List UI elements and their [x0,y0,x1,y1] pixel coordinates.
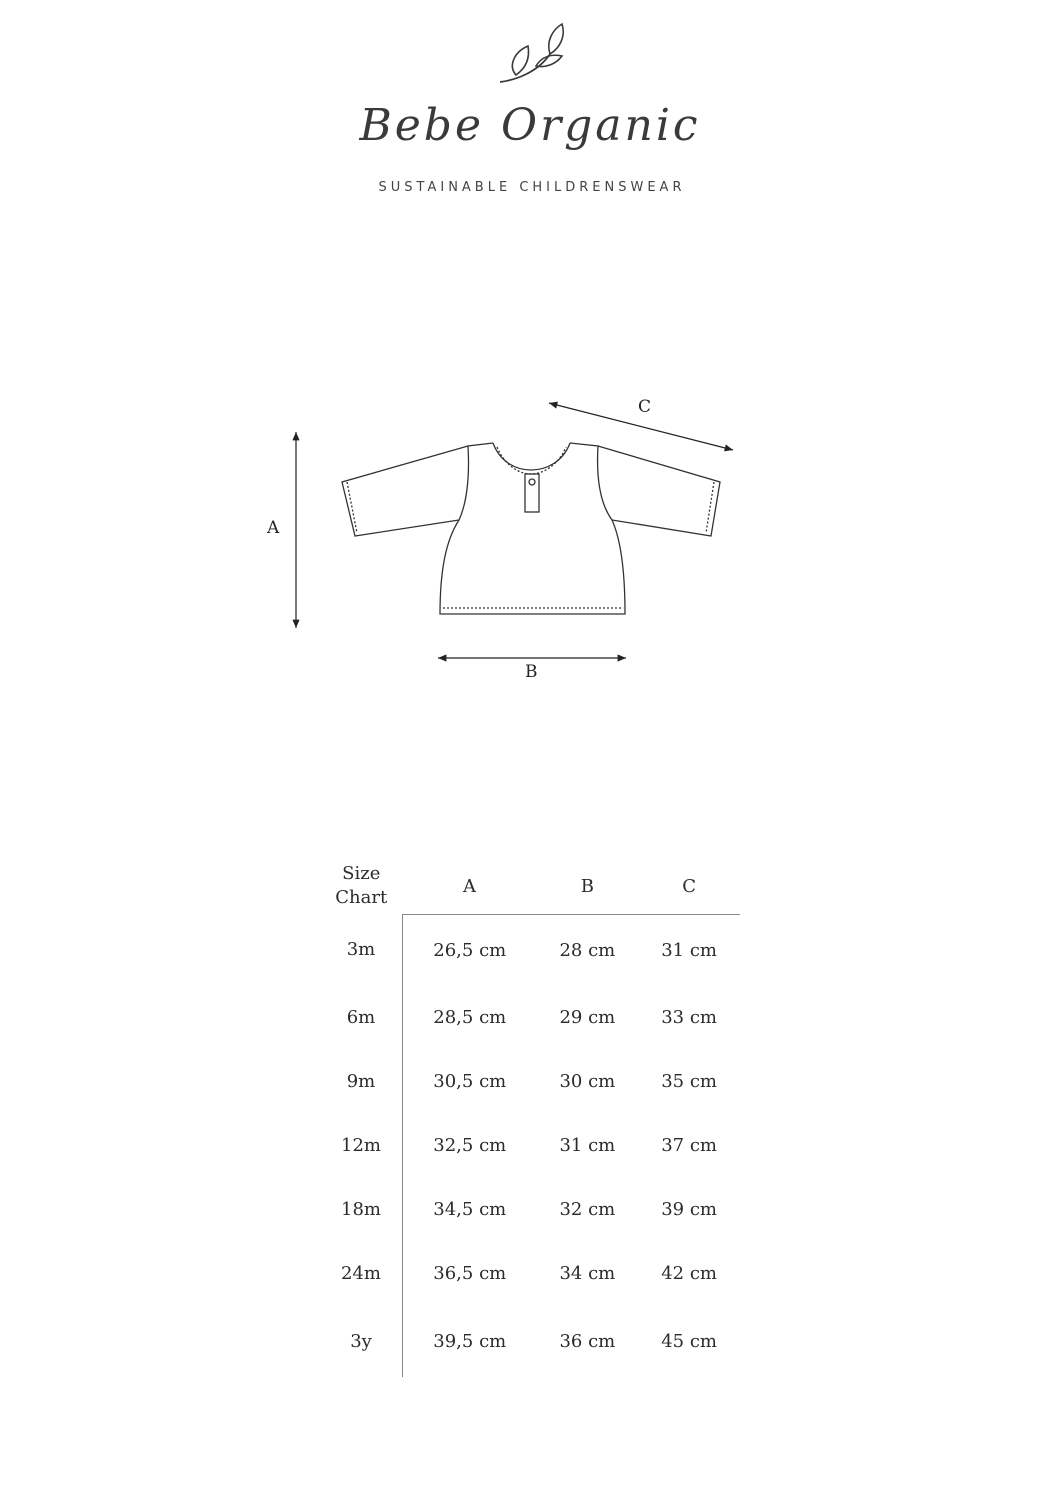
measurement-c-cell: 39 cm [661,1198,717,1220]
measurement-a-cell: 30,5 cm [433,1070,507,1092]
measurement-a-cell: 32,5 cm [433,1134,507,1156]
measurement-b-cell: 29 cm [559,1006,616,1028]
column-header-b: B [536,858,638,915]
brand-tagline: SUSTAINABLE CHILDRENSWEAR [378,180,686,195]
size-cell: 3y [320,1305,403,1377]
table-row [320,1305,740,1377]
size-cell: 9m [320,1049,403,1113]
table-row [320,1241,740,1305]
measurement-a-cell: 39,5 cm [433,1330,507,1352]
measurement-a-cell: 26,5 cm [433,939,507,961]
measurement-b-cell: 28 cm [559,939,616,961]
measurement-b-cell: 30 cm [559,1070,616,1092]
column-header-a: A [403,858,537,915]
measurement-a-cell: 34,5 cm [433,1198,507,1220]
table-row [320,915,740,986]
measurement-c-cell: 45 cm [661,1330,717,1352]
column-header-c: C [638,858,740,915]
measurement-c-cell: 31 cm [661,939,717,961]
measurement-b-cell: 32 cm [559,1198,616,1220]
size-cell: 6m [320,985,403,1049]
measurement-b-cell: 34 cm [559,1262,616,1284]
dimension-a-label: A [267,518,280,538]
dimension-b-label: B [525,662,538,682]
table-row [320,985,740,1049]
shirt-icon [342,443,720,614]
measurement-b-cell: 31 cm [559,1134,616,1156]
size-cell: 24m [320,1241,403,1305]
size-cell: 12m [320,1113,403,1177]
size-cell: 3m [320,915,403,986]
measurement-a-cell: 28,5 cm [433,1006,507,1028]
table-row [320,1113,740,1177]
table-row [320,1049,740,1113]
size-chart-table [320,858,740,1377]
measurement-c-cell: 35 cm [661,1070,717,1092]
size-chart-heading: Size Chart [335,863,388,909]
measurement-b-cell: 36 cm [559,1330,616,1352]
dimension-c-label: C [638,397,652,417]
measurement-c-cell: 42 cm [661,1262,717,1284]
table-row [320,1177,740,1241]
measurement-a-cell: 36,5 cm [433,1262,507,1284]
size-cell: 18m [320,1177,403,1241]
measurement-c-cell: 33 cm [661,1006,717,1028]
brand-name: Bebe Organic [359,100,701,151]
table-header-row [320,858,740,915]
measurement-c-cell: 37 cm [661,1134,717,1156]
